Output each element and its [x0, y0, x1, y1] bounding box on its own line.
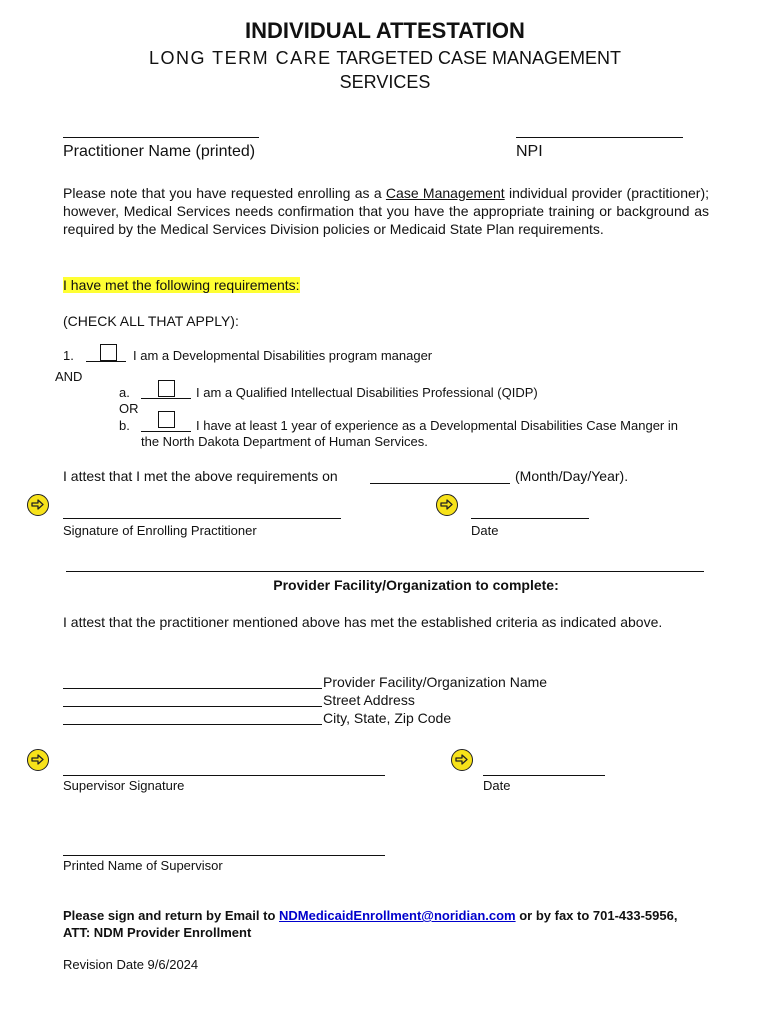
case-management-text: Case Management	[385, 185, 505, 201]
supervisor-date-label: Date	[483, 778, 511, 793]
document-subtitle	[0, 46, 770, 94]
practitioner-date-field[interactable]	[471, 518, 589, 519]
document-title: INDIVIDUAL ATTESTATION	[245, 18, 525, 43]
item-b-line	[141, 431, 191, 432]
item-a-letter: a.	[119, 385, 130, 400]
npi-label: NPI	[516, 143, 543, 160]
facility-heading: Provider Facility/Organization to complete:	[273, 577, 559, 593]
revision-date: Revision Date 9/6/2024	[63, 957, 199, 972]
item-b-text-line1: I have at least 1 year of experience as a Developmental Disabilities Case Manger in	[196, 418, 678, 433]
return-text-part-1: Please sign and return by Email to	[63, 908, 280, 923]
supervisor-printed-name-field[interactable]	[63, 855, 385, 856]
item-1-number: 1.	[63, 348, 74, 363]
requirements-heading-text: I have met the following requirements:	[63, 277, 300, 293]
return-instructions	[63, 907, 677, 941]
return-text-line-2: ATT: NDM Provider Enrollment	[63, 925, 252, 940]
item-1-line	[86, 361, 126, 362]
intro-part-1: Please note that you have requested enrolling as a	[63, 185, 386, 201]
attest-date-format: (Month/Day/Year).	[515, 468, 629, 484]
item-1-checkbox[interactable]	[100, 344, 117, 361]
street-address-field[interactable]	[63, 706, 322, 707]
item-b-checkbox[interactable]	[158, 411, 175, 428]
facility-name-label: Provider Facility/Organization Name	[323, 674, 548, 690]
return-text-part-2: or by fax to 701-433-5956,	[515, 908, 678, 923]
practitioner-signature-label: Signature of Enrolling Practitioner	[63, 523, 257, 538]
item-a-text: I am a Qualified Intellectual Disabilities Professional (QIDP)	[196, 385, 538, 400]
npi-field[interactable]	[516, 137, 683, 138]
arrow-right-icon	[436, 494, 458, 516]
attest-text: I attest that I met the above requirements on	[63, 468, 338, 484]
facility-name-field[interactable]	[63, 688, 322, 689]
city-state-zip-label: City, State, Zip Code	[323, 710, 452, 726]
arrow-right-icon	[27, 494, 49, 516]
item-b-text-line2: the North Dakota Department of Human Services.	[141, 434, 428, 449]
subtitle-part-a: LONG TERM CARE	[148, 48, 332, 68]
supervisor-date-field[interactable]	[483, 775, 605, 776]
item-1-text: I am a Developmental Disabilities program manager	[133, 348, 433, 363]
attest-date-field[interactable]	[370, 483, 510, 484]
requirements-heading	[63, 277, 300, 293]
item-a-checkbox[interactable]	[158, 380, 175, 397]
facility-attest-paragraph: I attest that the practitioner mentioned above has met the established criteria as indicated above.	[63, 614, 663, 630]
practitioner-signature-field[interactable]	[63, 518, 341, 519]
practitioner-date-label: Date	[471, 523, 499, 538]
arrow-right-icon	[451, 749, 473, 771]
or-label: OR	[119, 401, 139, 416]
item-b-letter: b.	[119, 418, 130, 433]
section-divider	[66, 571, 704, 572]
practitioner-name-field[interactable]	[63, 137, 259, 138]
practitioner-name-label: Practitioner Name (printed)	[63, 143, 256, 160]
street-address-label: Street Address	[323, 692, 415, 708]
check-all-label: (CHECK ALL THAT APPLY):	[63, 313, 239, 329]
arrow-right-icon	[27, 749, 49, 771]
subtitle-part-b: TARGETED CASE MANAGEMENT	[336, 48, 622, 68]
supervisor-printed-name-label: Printed Name of Supervisor	[63, 858, 223, 873]
and-label: AND	[55, 369, 83, 384]
intro-paragraph	[63, 184, 709, 238]
intro-part-2: individual provider (practitioner); however, Medical Services needs confirmation that you have the appropriate training or background as required by the Medical Services Division policies or Medicaid State Plan requirements.	[63, 185, 709, 237]
item-a-line	[141, 398, 191, 399]
city-state-zip-field[interactable]	[63, 724, 322, 725]
email-link[interactable]: NDMedicaidEnrollment@noridian.com	[279, 908, 516, 923]
subtitle-part-c: SERVICES	[339, 72, 431, 92]
supervisor-signature-label: Supervisor Signature	[63, 778, 185, 793]
supervisor-signature-field[interactable]	[63, 775, 385, 776]
